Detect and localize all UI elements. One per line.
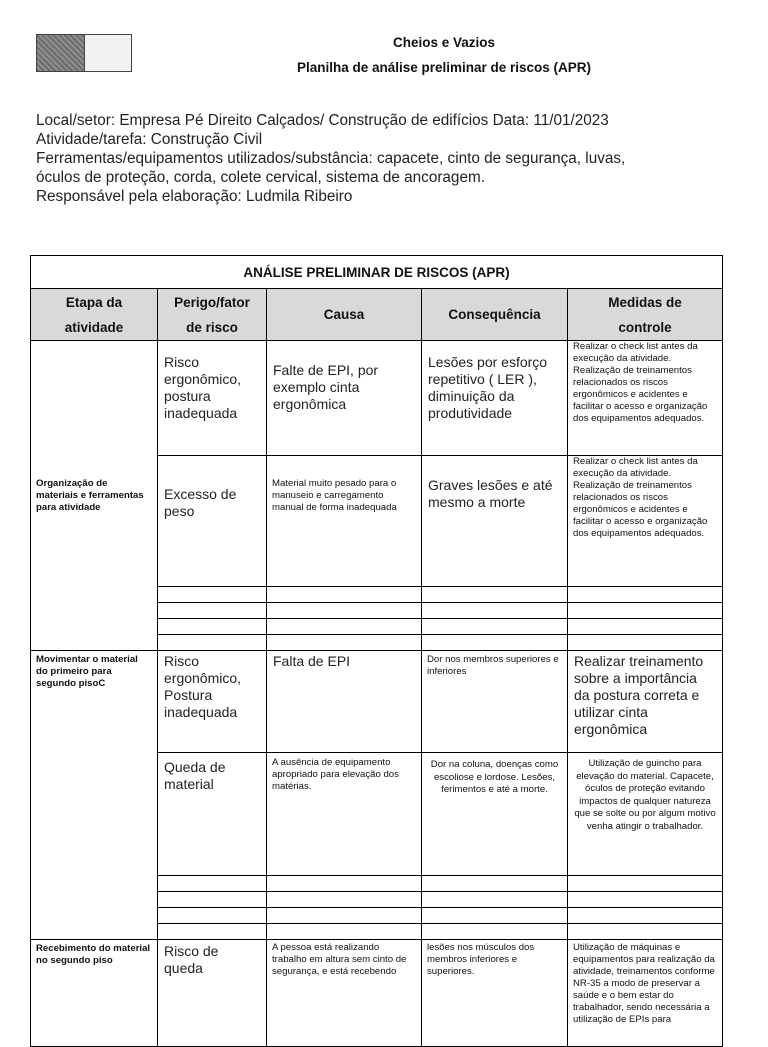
apr-table xyxy=(30,255,723,1047)
header-causa: Causa xyxy=(267,289,422,341)
consequencia-cell: Graves lesões e até mesmo a morte xyxy=(422,456,568,587)
header-etapa: Etapa da atividade xyxy=(31,289,158,341)
causa-cell: A ausência de equipamento apropriado para elevação dos matérias. xyxy=(267,753,422,876)
info-responsavel: Responsável pela elaboração: Ludmila Ribeiro xyxy=(36,188,353,205)
table-title: ANÁLISE PRELIMINAR DE RISCOS (APR) xyxy=(31,256,723,289)
info-block xyxy=(36,111,736,206)
medidas-cell: Realizar treinamento sobre a importância da postura correta e utilizar cinta ergonômica xyxy=(568,651,723,753)
table-header-row xyxy=(31,289,723,341)
medidas-cell: Utilização de máquinas e equipamentos para realização da atividade, treinamentos conforme NR-35 a modo de preservar a saúde e o bem estar do trabalhador, sendo necessária a utilização de EPIs para xyxy=(568,940,723,1047)
perigo-cell: Risco ergonômico, Postura inadequada xyxy=(158,651,267,753)
info-local-setor: Local/setor: Empresa Pé Direito Calçados/ Construção de edifícios Data: 11/01/2023 xyxy=(36,112,609,129)
header-perigo: Perigo/fator de risco xyxy=(158,289,267,341)
causa-cell: Falta de EPI xyxy=(267,651,422,753)
medidas-cell: Utilização de guincho para elevação do material. Capacete, óculos de proteção evitando impactos de qualquer natureza que se solte ou por algum motivo venha atingir o trabalhador. xyxy=(568,753,723,876)
info-atividade: Atividade/tarefa: Construção Civil xyxy=(36,131,263,148)
info-ferramentas-cont: óculos de proteção, corda, colete cervical, sistema de ancoragem. xyxy=(36,169,485,186)
header-consequencia: Consequência xyxy=(422,289,568,341)
table-row xyxy=(31,940,723,1047)
consequencia-cell: Lesões por esforço repetitivo ( LER ), diminuição da produtividade xyxy=(422,341,568,456)
table-row xyxy=(31,341,723,456)
consequencia-cell: Dor nos membros superiores e inferiores xyxy=(422,651,568,753)
perigo-cell: Risco de queda xyxy=(158,940,267,1047)
causa-cell: Material muito pesado para o manuseio e carregamento manual de forma inadequada xyxy=(267,456,422,587)
document-subtitle: Planilha de análise preliminar de riscos (APR) xyxy=(296,60,592,75)
perigo-cell: Risco ergonômico, postura inadequada xyxy=(158,341,267,456)
consequencia-cell: lesões nos músculos dos membros inferiores e superiores. xyxy=(422,940,568,1047)
etapa-cell: Organização de materiais e ferramentas para atividade xyxy=(31,341,158,651)
consequencia-cell: Dor na coluna, doenças como escoliose e lordose. Lesões, ferimentos e até a morte. xyxy=(422,753,568,876)
info-ferramentas: Ferramentas/equipamentos utilizados/substância: capacete, cinto de segurança, luvas, xyxy=(36,150,626,167)
perigo-cell: Excesso de peso xyxy=(158,456,267,587)
medidas-cell: Realizar o check list antes da execução da atividade. Realização de treinamentos relacionados os riscos ergonômicos e acidentes e facilitar o acesso e organização dos equipamentos adequados. xyxy=(568,456,723,587)
document-title: Cheios e Vazios xyxy=(392,35,496,50)
etapa-cell: Movimentar o material do primeiro para segundo pisoC xyxy=(31,651,158,940)
causa-cell: A pessoa está realizando trabalho em altura sem cinto de segurança, e está recebendo xyxy=(267,940,422,1047)
perigo-cell: Queda de material xyxy=(158,753,267,876)
medidas-cell: Realizar o check list antes da execução da atividade. Realização de treinamentos relacionados os riscos ergonômicos e acidentes e facilitar o acesso e organização dos equipamentos adequados. xyxy=(568,341,723,456)
table-row xyxy=(31,651,723,753)
header-medidas: Medidas de controle xyxy=(568,289,723,341)
etapa-cell: Recebimento do material no segundo piso xyxy=(31,940,158,1047)
causa-cell: Falte de EPI, por exemplo cinta ergonômica xyxy=(267,341,422,456)
